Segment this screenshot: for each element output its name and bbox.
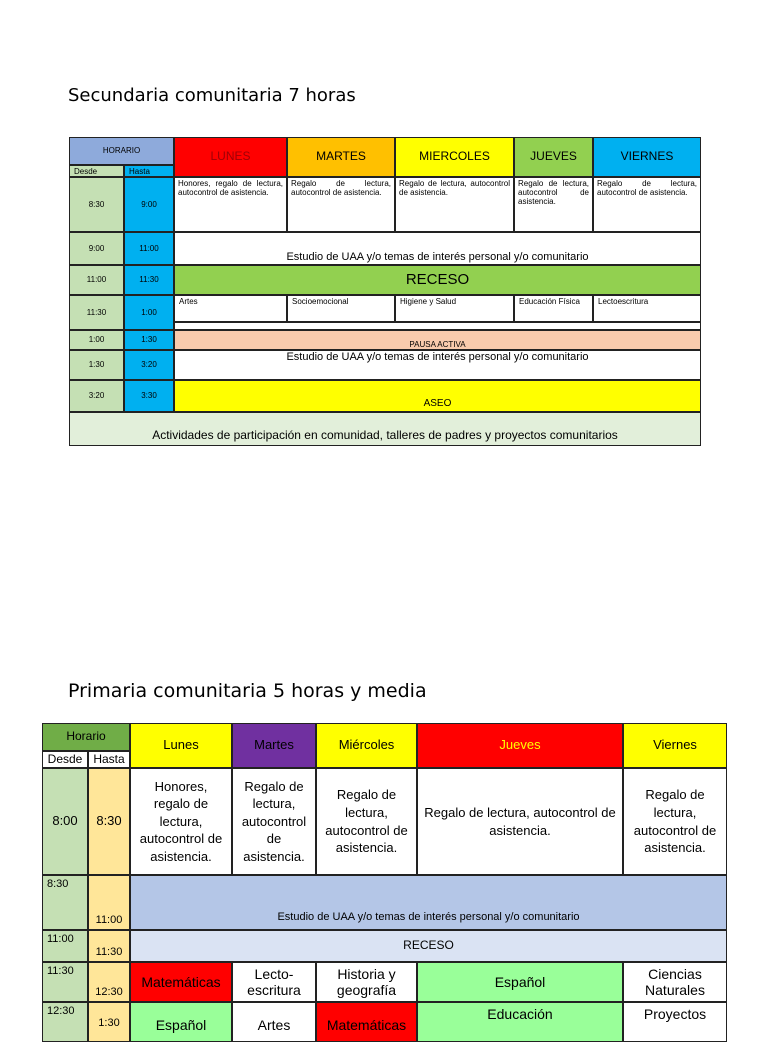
estudio-row-2: Estudio de UAA y/o temas de interés personal y/o comunitario — [174, 350, 701, 380]
day-header: Viernes — [623, 723, 727, 768]
subject-cell: Matemáticas — [130, 962, 232, 1002]
day-header: Lunes — [130, 723, 232, 768]
hasta-header: Hasta — [88, 751, 130, 768]
first-activity-cell: Honores, regalo de lectura, autocontrol de asistencia. — [174, 177, 287, 232]
subject-cell: Artes — [174, 295, 287, 322]
time-desde: 9:00 — [69, 232, 124, 265]
day-header: Martes — [232, 723, 316, 768]
subject-cell: Ciencias Naturales — [623, 962, 727, 1002]
receso-row: RECESO — [130, 930, 727, 962]
time-desde: 11:00 — [42, 930, 88, 962]
subject-cell: Historia y geografía — [316, 962, 417, 1002]
estudio-row: Estudio de UAA y/o temas de interés personal y/o comunitario — [130, 875, 727, 930]
time-hasta: 9:00 — [124, 177, 174, 232]
day-header: Jueves — [417, 723, 623, 768]
subject-cell: Higiene y Salud — [395, 295, 514, 322]
time-hasta: 12:30 — [88, 962, 130, 1002]
community-footer: Actividades de participación en comunidad, talleres de padres y proyectos comunitarios — [69, 412, 701, 446]
first-activity-cell: Regalo de lectura, autocontrol de asistencia. — [623, 768, 727, 875]
pausa-activa-row: PAUSA ACTIVA — [174, 330, 701, 350]
time-hasta: 3:30 — [124, 380, 174, 412]
time-hasta: 11:00 — [88, 875, 130, 930]
desde-header: Desde — [42, 751, 88, 768]
time-desde: 1:00 — [69, 330, 124, 350]
day-header: MIERCOLES — [395, 137, 514, 177]
day-header: MARTES — [287, 137, 395, 177]
receso-row: RECESO — [174, 265, 701, 295]
day-header: JUEVES — [514, 137, 593, 177]
subject-cell: Educación — [417, 1002, 623, 1042]
subject-cell: Español — [417, 962, 623, 1002]
subject-cell: Lectoescritura — [593, 295, 701, 322]
time-hasta: 1:00 — [124, 295, 174, 330]
subject-cell: Matemáticas — [316, 1002, 417, 1042]
day-header: Miércoles — [316, 723, 417, 768]
desde-header: Desde — [69, 165, 124, 177]
first-activity-cell: Regalo de lectura, autocontrol de asistencia. — [395, 177, 514, 232]
time-hasta: 1:30 — [88, 1002, 130, 1042]
first-activity-cell: Honores, regalo de lectura, autocontrol de asistencia. — [130, 768, 232, 875]
empty-row — [174, 322, 701, 330]
day-header: LUNES — [174, 137, 287, 177]
primaria-title: Primaria comunitaria 5 horas y media — [68, 680, 427, 702]
horario-header: Horario — [42, 723, 130, 751]
time-hasta: 11:30 — [88, 930, 130, 962]
time-desde: 8:30 — [42, 875, 88, 930]
time-desde: 11:00 — [69, 265, 124, 295]
time-hasta: 11:30 — [124, 265, 174, 295]
subject-cell: Socioemocional — [287, 295, 395, 322]
subject-cell: Artes — [232, 1002, 316, 1042]
time-hasta: 11:00 — [124, 232, 174, 265]
time-hasta: 3:20 — [124, 350, 174, 380]
aseo-row: ASEO — [174, 380, 701, 412]
first-activity-cell: Regalo de lectura, autocontrol de asistencia. — [514, 177, 593, 232]
time-desde: 3:20 — [69, 380, 124, 412]
time-desde: 8:00 — [42, 768, 88, 875]
time-desde: 12:30 — [42, 1002, 88, 1042]
time-hasta: 8:30 — [88, 768, 130, 875]
first-activity-cell: Regalo de lectura, autocontrol de asistencia. — [316, 768, 417, 875]
secundaria-title: Secundaria comunitaria 7 horas — [68, 85, 356, 106]
hasta-header: Hasta — [124, 165, 174, 177]
estudio-row: Estudio de UAA y/o temas de interés personal y/o comunitario — [174, 232, 701, 265]
first-activity-cell: Regalo de lectura, autocontrol de asistencia. — [232, 768, 316, 875]
time-desde: 11:30 — [69, 295, 124, 330]
subject-cell: Español — [130, 1002, 232, 1042]
first-activity-cell: Regalo de lectura, autocontrol de asistencia. — [417, 768, 623, 875]
first-activity-cell: Regalo de lectura, autocontrol de asistencia. — [593, 177, 701, 232]
subject-cell: Proyectos — [623, 1002, 727, 1042]
time-desde: 8:30 — [69, 177, 124, 232]
first-activity-cell: Regalo de lectura, autocontrol de asistencia. — [287, 177, 395, 232]
horario-header: HORARIO — [69, 137, 174, 165]
day-header: VIERNES — [593, 137, 701, 177]
subject-cell: Lecto-escritura — [232, 962, 316, 1002]
time-hasta: 1:30 — [124, 330, 174, 350]
time-desde: 1:30 — [69, 350, 124, 380]
time-desde: 11:30 — [42, 962, 88, 1002]
subject-cell: Educación Física — [514, 295, 593, 322]
